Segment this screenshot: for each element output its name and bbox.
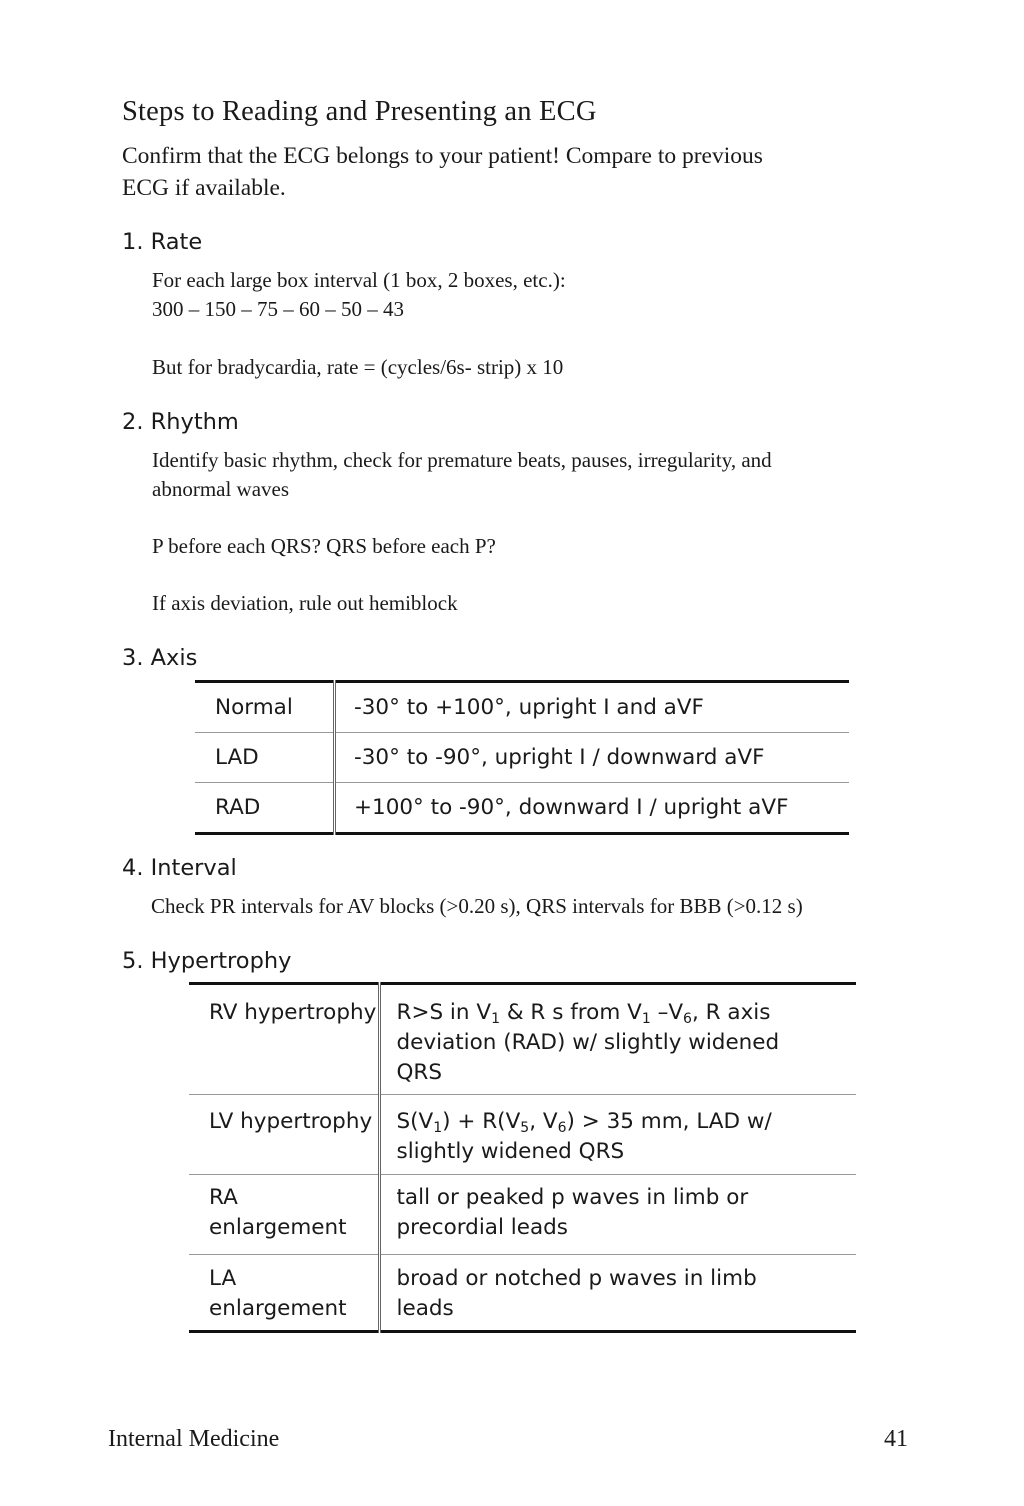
page-number: 41 [884, 1426, 908, 1452]
text-run: , V [529, 1109, 558, 1134]
rate-line-1: For each large box interval (1 box, 2 boxes, etc.): [152, 268, 566, 292]
intro-line-1: Confirm that the ECG belongs to your patient! Compare to previous [122, 143, 763, 169]
subscript: 1 [491, 1011, 500, 1027]
table-row [189, 1175, 856, 1255]
table-row [195, 733, 849, 783]
section-heading-interval: 4. Interval [122, 855, 237, 881]
section-heading-axis: 3. Axis [122, 645, 198, 671]
section-heading-rate: 1. Rate [122, 229, 203, 255]
text-run: R>S in V [396, 1000, 492, 1025]
rhythm-line-2: abnormal waves [152, 477, 290, 501]
hypertrophy-label [189, 1255, 379, 1332]
ra-criteria-line-2: precordial leads [396, 1215, 569, 1240]
subscript: 6 [557, 1120, 567, 1136]
table-row [189, 1095, 856, 1175]
axis-label: Normal [195, 682, 335, 733]
axis-description: +100° to -90°, downward I / upright aVF [335, 783, 850, 834]
subscript: 1 [641, 1011, 651, 1027]
section-heading-hypertrophy: 5. Hypertrophy [122, 948, 292, 974]
rhythm-line-4: If axis deviation, rule out hemiblock [152, 591, 458, 615]
ra-criteria-line-1: tall or peaked p waves in limb or [396, 1185, 749, 1210]
table-row [189, 1255, 856, 1332]
hypertrophy-label [189, 1175, 379, 1255]
hypertrophy-label: RV hypertrophy [189, 984, 379, 1095]
footer-book-title: Internal Medicine [108, 1426, 280, 1452]
la-criteria-line-2: leads [396, 1296, 454, 1321]
hypertrophy-description [379, 1175, 856, 1255]
rv-criteria-line-3: QRS [396, 1060, 443, 1085]
intro-line-2: ECG if available. [122, 175, 286, 201]
rate-line-2: 300 – 150 – 75 – 60 – 50 – 43 [152, 297, 404, 321]
label-line: RA [209, 1185, 238, 1210]
section-heading-rhythm: 2. Rhythm [122, 409, 239, 435]
label-line: enlargement [209, 1215, 347, 1240]
label-line: LA [209, 1266, 237, 1291]
rv-criteria-line-2: deviation (RAD) w/ slightly widened [396, 1030, 780, 1055]
table-row [189, 984, 856, 1095]
lv-criteria-line-2: slightly widened QRS [396, 1139, 625, 1164]
text-run: S(V [396, 1109, 434, 1134]
subscript: 5 [520, 1120, 530, 1136]
table-row [195, 783, 849, 834]
intro-text [122, 140, 922, 204]
rv-criteria-line-1 [397, 998, 847, 1028]
axis-table [195, 680, 849, 835]
subscript: 6 [683, 1011, 692, 1027]
label-line: enlargement [209, 1296, 347, 1321]
hypertrophy-label: LV hypertrophy [189, 1095, 379, 1175]
lv-criteria-line-1 [397, 1107, 847, 1137]
rhythm-line-3: P before each QRS? QRS before each P? [152, 534, 496, 558]
hypertrophy-description [379, 1255, 856, 1332]
page-title: Steps to Reading and Presenting an ECG [122, 96, 597, 127]
hypertrophy-table [189, 982, 856, 1333]
text-run: ) > 35 mm, LAD w/ [566, 1109, 772, 1134]
axis-description: -30° to +100°, upright I and aVF [354, 695, 704, 720]
text-run: & R s from V [500, 1000, 642, 1025]
axis-label: LAD [195, 733, 335, 783]
rhythm-line-1: Identify basic rhythm, check for premature beats, pauses, irregularity, and [152, 448, 772, 472]
text-run: ) + R(V [442, 1109, 521, 1134]
interval-line-1: Check PR intervals for AV blocks (>0.20 s), QRS intervals for BBB (>0.12 s) [151, 894, 803, 918]
text-run: –V [650, 1000, 684, 1025]
axis-description: -30° to -90°, upright I / downward aVF [335, 733, 850, 783]
text-run: , R axis [691, 1000, 771, 1025]
axis-label: RAD [195, 783, 335, 834]
subscript: 1 [433, 1120, 443, 1136]
hypertrophy-description [379, 1095, 856, 1175]
la-criteria-line-1: broad or notched p waves in limb [396, 1266, 757, 1291]
table-row [195, 682, 849, 733]
rate-line-3: But for bradycardia, rate = (cycles/6s- strip) x 10 [152, 355, 564, 379]
hypertrophy-description [379, 984, 856, 1095]
